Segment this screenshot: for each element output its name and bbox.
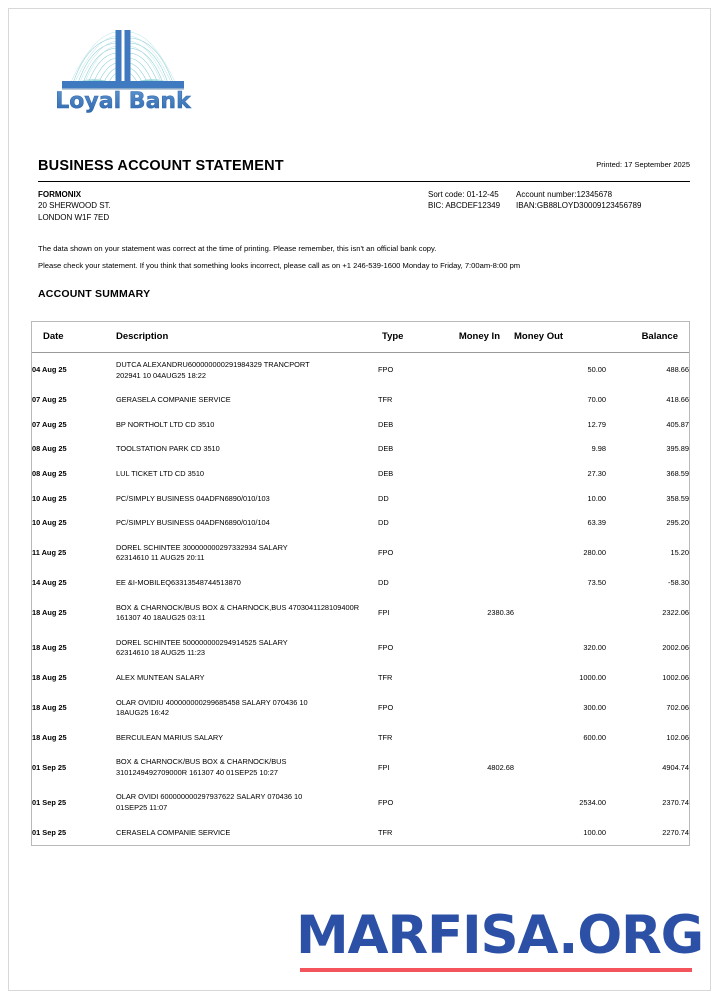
description-line-1: TOOLSTATION PARK CD 3510 <box>116 444 220 454</box>
description-line-2: 62314610 18 AUG25 11:23 <box>116 648 206 658</box>
cell-money-out: 9.98 <box>591 444 606 454</box>
cell-description <box>116 571 378 596</box>
printed-date: Printed: 17 September 2025 <box>596 160 690 169</box>
cell-date: 18 Aug 25 <box>32 672 67 682</box>
table-row <box>32 631 689 666</box>
table-row <box>32 413 689 438</box>
cell-money-in <box>438 388 514 413</box>
table-row <box>32 691 689 726</box>
cell-money-in <box>438 785 514 820</box>
cell-description <box>116 726 378 751</box>
cell-date: 08 Aug 25 <box>32 444 67 454</box>
description-line-2: 161307 40 18AUG25 03:11 <box>116 613 206 623</box>
table-row <box>32 785 689 820</box>
table-row <box>32 353 689 389</box>
column-header-money-in: Money In <box>438 322 514 353</box>
account-number: Account number:12345678 <box>516 190 613 199</box>
description-line-1: CERASELA COMPANIE SERVICE <box>116 827 231 837</box>
cell-balance: 295.20 <box>666 518 689 528</box>
bic-code: BIC: ABCDEF12349 <box>428 201 501 211</box>
cell-money-in: 4802.68 <box>487 762 514 772</box>
disclaimer-line-1: The data shown on your statement was correct at the time of printing. Please remember, this isn't an official bank copy. <box>38 244 437 253</box>
cell-money-in <box>438 487 514 512</box>
description-line-1: PC/SIMPLY BUSINESS 04ADFN6890/010/104 <box>116 518 270 528</box>
cell-balance: 102.06 <box>666 732 689 742</box>
cell-type: TFR <box>378 827 393 837</box>
cell-type: TFR <box>378 672 393 682</box>
cell-date: 07 Aug 25 <box>32 419 67 429</box>
cell-money-in <box>438 631 514 666</box>
cell-money-out: 73.50 <box>587 577 606 587</box>
cell-type: DD <box>378 518 389 528</box>
cell-description <box>116 785 378 820</box>
cell-money-in <box>438 821 514 846</box>
description-line-1: PC/SIMPLY BUSINESS 04ADFN6890/010/103 <box>116 493 270 503</box>
title-row <box>38 158 690 180</box>
iban-code: IBAN:GB88LOYD30009123456789 <box>516 201 642 211</box>
cell-type: DD <box>378 577 389 587</box>
cell-money-in: 2380.36 <box>487 607 514 617</box>
cell-description <box>116 388 378 413</box>
cell-money-in <box>438 511 514 536</box>
cell-description <box>116 353 378 389</box>
customer-name: FORMONIX <box>38 190 82 199</box>
cell-money-in <box>438 437 514 462</box>
table-row <box>32 536 689 571</box>
transactions-table-wrapper <box>31 321 690 846</box>
table-row <box>32 571 689 596</box>
watermark-underline <box>300 968 692 972</box>
cell-date: 18 Aug 25 <box>32 702 67 712</box>
cell-type: FPI <box>378 762 390 772</box>
bank-logo <box>48 24 198 124</box>
table-row <box>32 437 689 462</box>
cell-date: 01 Sep 25 <box>32 762 67 772</box>
cell-date: 01 Sep 25 <box>32 827 67 837</box>
cell-description <box>116 631 378 666</box>
cell-date: 04 Aug 25 <box>32 365 67 375</box>
customer-address-line2: LONDON W1F 7ED <box>38 212 110 222</box>
cell-money-out: 63.39 <box>587 518 606 528</box>
page-title: BUSINESS ACCOUNT STATEMENT <box>38 158 284 174</box>
cell-balance: 488.66 <box>666 365 689 375</box>
cell-balance: 418.66 <box>666 395 689 405</box>
cell-balance: 4904.74 <box>662 762 689 772</box>
section-heading: ACCOUNT SUMMARY <box>38 288 151 300</box>
column-header-type: Type <box>378 322 438 353</box>
cell-date: 07 Aug 25 <box>32 395 67 405</box>
cell-money-out: 300.00 <box>583 702 606 712</box>
table-row <box>32 487 689 512</box>
customer-address-line1: 20 SHERWOOD ST. <box>38 201 111 211</box>
table-row <box>32 511 689 536</box>
account-line-1 <box>428 189 641 200</box>
watermark-text: MARFISA.ORG <box>296 905 703 966</box>
cell-balance: 702.06 <box>666 702 689 712</box>
column-header-date: Date <box>32 322 116 353</box>
cell-money-out: 70.00 <box>587 395 606 405</box>
description-line-1: BOX & CHARNOCK/BUS BOX & CHARNOCK/BUS <box>116 757 287 767</box>
description-line-2: 01SEP25 11:07 <box>116 803 168 813</box>
column-header-money-out: Money Out <box>514 322 606 353</box>
description-line-2: 202941 10 04AUG25 18:22 <box>116 370 206 380</box>
cell-description <box>116 511 378 536</box>
cell-description <box>116 750 378 785</box>
customer-address <box>38 189 111 223</box>
cell-date: 14 Aug 25 <box>32 577 67 587</box>
table-header-row <box>32 322 689 353</box>
cell-date: 11 Aug 25 <box>32 548 67 558</box>
cell-date: 18 Aug 25 <box>32 607 67 617</box>
cell-date: 10 Aug 25 <box>32 493 67 503</box>
cell-money-out: 280.00 <box>583 548 606 558</box>
table-row <box>32 596 689 631</box>
cell-money-out: 1000.00 <box>579 672 606 682</box>
site-watermark <box>296 905 703 980</box>
bank-logo-icon <box>48 24 198 124</box>
disclaimer-line-2: Please check your statement. If you think that something looks incorrect, please call as on +1 246-539-1600 Monday to Friday, 7:00am-8:00 pm <box>38 261 521 270</box>
cell-money-out: 50.00 <box>587 365 606 375</box>
cell-description <box>116 536 378 571</box>
cell-type: FPO <box>378 365 394 375</box>
cell-type: FPO <box>378 702 394 712</box>
cell-balance: 358.59 <box>666 493 689 503</box>
cell-balance: 15.20 <box>670 548 689 558</box>
cell-balance: 368.59 <box>666 468 689 478</box>
cell-type: FPI <box>378 607 390 617</box>
description-line-1: BP NORTHOLT LTD CD 3510 <box>116 419 215 429</box>
cell-money-in <box>438 462 514 487</box>
cell-description <box>116 666 378 691</box>
description-line-1: ALEX MUNTEAN SALARY <box>116 672 205 682</box>
cell-description <box>116 487 378 512</box>
cell-money-out: 10.00 <box>587 493 606 503</box>
cell-money-in <box>438 691 514 726</box>
table-header <box>32 322 689 353</box>
cell-date: 01 Sep 25 <box>32 797 67 807</box>
description-line-1: BERCULEAN MARIUS SALARY <box>116 732 224 742</box>
cell-balance: 395.89 <box>666 444 689 454</box>
cell-type: DEB <box>378 444 394 454</box>
cell-money-out: 320.00 <box>583 643 606 653</box>
cell-money-out: 600.00 <box>583 732 606 742</box>
description-line-1: BOX & CHARNOCK/BUS BOX & CHARNOCK,BUS 4703041128109400R <box>116 602 360 612</box>
description-line-1: OLAR OVIDIU 400000000299685458 SALARY 070436 10 <box>116 697 308 707</box>
cell-balance: 2002.06 <box>662 643 689 653</box>
cell-balance: -58.30 <box>668 577 689 587</box>
table-row <box>32 726 689 751</box>
column-header-balance: Balance <box>606 322 689 353</box>
cell-date: 18 Aug 25 <box>32 643 67 653</box>
cell-balance: 405.87 <box>666 419 689 429</box>
cell-money-in <box>438 666 514 691</box>
cell-money-in <box>438 353 514 389</box>
cell-balance: 2270.74 <box>662 827 689 837</box>
cell-money-out: 27.30 <box>587 468 606 478</box>
table-row <box>32 750 689 785</box>
description-line-2: 62314610 11 AUG25 20:11 <box>116 553 205 563</box>
cell-money-in <box>438 536 514 571</box>
cell-date: 18 Aug 25 <box>32 732 67 742</box>
cell-balance: 2370.74 <box>662 797 689 807</box>
cell-type: FPO <box>378 548 394 558</box>
description-line-1: OLAR OVIDI 600000000297937622 SALARY 070436 10 <box>116 792 303 802</box>
cell-date: 08 Aug 25 <box>32 468 67 478</box>
cell-money-in <box>438 571 514 596</box>
cell-money-out <box>514 596 606 631</box>
cell-balance: 2322.06 <box>662 607 689 617</box>
sort-code: Sort code: 01-12-45 <box>428 190 499 199</box>
cell-type: FPO <box>378 797 394 807</box>
cell-money-out: 100.00 <box>583 827 606 837</box>
account-details <box>428 189 641 212</box>
description-line-1: EE &I-MOBILEQ63313548744513870 <box>116 577 241 587</box>
transactions-table <box>32 322 689 845</box>
table-row <box>32 388 689 413</box>
cell-type: FPO <box>378 643 394 653</box>
cell-date: 10 Aug 25 <box>32 518 67 528</box>
table-row <box>32 666 689 691</box>
disclaimer <box>38 240 678 274</box>
cell-type: DEB <box>378 468 394 478</box>
cell-description <box>116 821 378 846</box>
cell-description <box>116 437 378 462</box>
cell-money-out <box>514 750 606 785</box>
table-body <box>32 353 689 846</box>
cell-type: TFR <box>378 395 393 405</box>
cell-description <box>116 691 378 726</box>
description-line-2: 18AUG25 16:42 <box>116 708 170 718</box>
cell-money-out: 12.79 <box>587 419 606 429</box>
cell-balance: 1002.06 <box>662 672 689 682</box>
table-row <box>32 462 689 487</box>
bank-logo-text: Loyal Bank <box>55 89 191 114</box>
description-line-1: DUTCA ALEXANDRU600000000291984329 TRANCPORT <box>116 360 310 369</box>
table-row <box>32 821 689 846</box>
description-line-1: GERASELA COMPANIE SERVICE <box>116 395 231 405</box>
cell-money-out: 2534.00 <box>579 797 606 807</box>
cell-description <box>116 413 378 438</box>
cell-type: TFR <box>378 732 393 742</box>
cell-money-in <box>438 413 514 438</box>
account-line-2 <box>428 200 641 211</box>
column-header-description: Description <box>116 322 378 353</box>
cell-description <box>116 462 378 487</box>
cell-type: DD <box>378 493 389 503</box>
description-line-1: DOREL SCHINTEE 500000000294914525 SALARY <box>116 637 288 647</box>
cell-description <box>116 596 378 631</box>
title-divider <box>38 181 690 182</box>
cell-type: DEB <box>378 419 394 429</box>
description-line-1: LUL TICKET LTD CD 3510 <box>116 468 205 478</box>
description-line-2: 3101249492709000R 161307 40 01SEP25 10:27 <box>116 767 278 777</box>
cell-money-in <box>438 726 514 751</box>
description-line-1: DOREL SCHINTEE 300000000297332934 SALARY <box>116 542 288 552</box>
